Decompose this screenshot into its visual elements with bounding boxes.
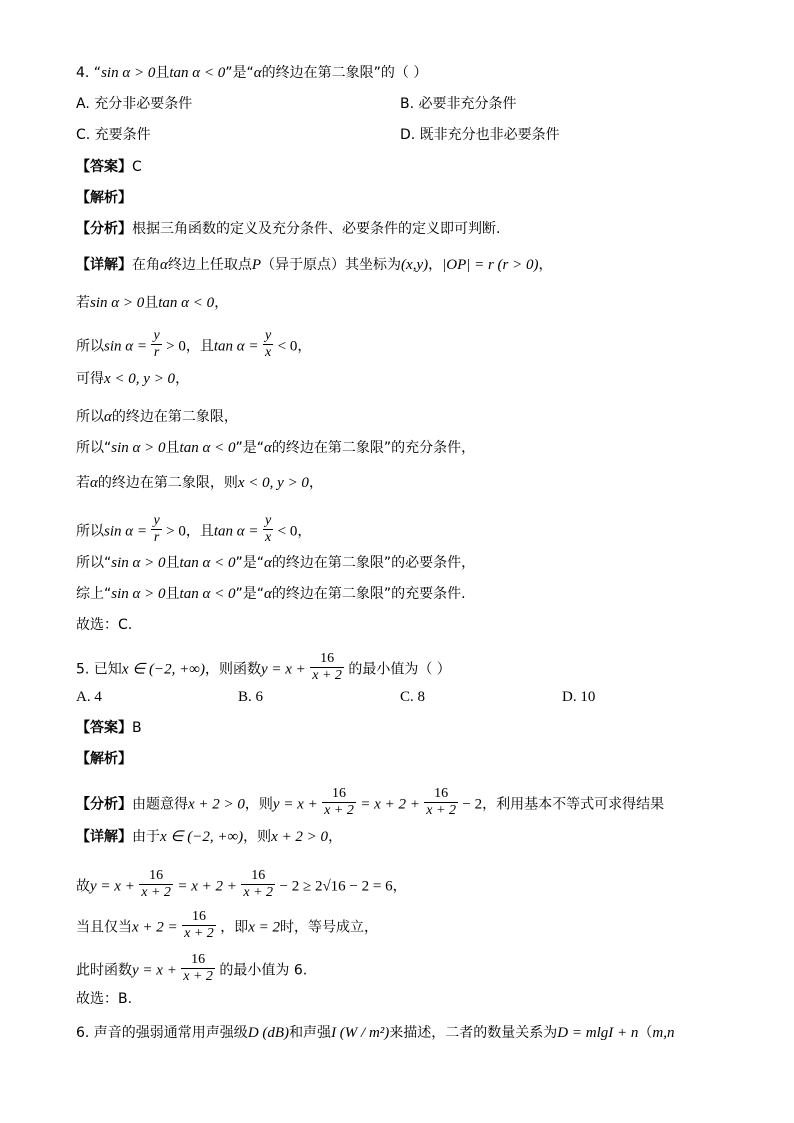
denominator: x + 2 — [243, 885, 274, 900]
answer-value: B — [132, 720, 142, 736]
math-sin-condition: sin α > 0 — [111, 440, 166, 456]
math-domain: x ∈ (−2, +∞) — [160, 829, 244, 845]
text: 的最小值为 6. — [219, 962, 308, 979]
text: ”是“ — [225, 65, 254, 81]
text: ， — [175, 371, 190, 387]
text: 的最小值为（ ） — [348, 661, 451, 678]
q6-stem — [76, 1026, 674, 1041]
fenxi-text: 根据三角函数的定义及充分条件、必要条件的定义即可判断. — [132, 221, 501, 237]
q4-analysis-label — [76, 191, 132, 205]
math-sound-level: D (dB) — [247, 1025, 290, 1041]
q4-line8 — [76, 515, 311, 548]
answer-label: 【答案】 — [76, 720, 132, 736]
text: 的终边在第二象限， — [111, 409, 238, 425]
q5-answer — [76, 721, 142, 735]
math-alpha: α — [160, 257, 168, 273]
q5-line3 — [76, 911, 378, 944]
text: 可得 — [76, 371, 104, 387]
text: 此时函数 — [76, 962, 132, 979]
math-tan-eq: tan α = — [213, 338, 259, 355]
q5-fenxi — [76, 788, 664, 821]
text: 6. 声音的强弱通常用声强级 — [76, 1025, 248, 1041]
math-function: y = x + — [132, 962, 177, 979]
q4-line10 — [76, 587, 466, 602]
text: ，利用基本不等式可求得结果 — [482, 796, 665, 813]
answer-value: C — [132, 159, 142, 175]
text: 当且仅当 — [76, 919, 132, 936]
math-coordinates: (x,y) — [401, 257, 429, 273]
q4-line2 — [76, 296, 228, 311]
q4-option-a: A. 充分非必要条件 — [76, 96, 193, 112]
text: ， — [214, 295, 229, 311]
q5-option-d: D. 10 — [562, 689, 596, 705]
text: ，则函数 — [204, 661, 261, 678]
q5-line2 — [76, 870, 407, 903]
q5-analysis-label — [76, 752, 132, 766]
numerator: 16 — [310, 651, 344, 668]
math-function: y = x + — [90, 878, 135, 895]
math-tan-condition: tan α < 0 — [179, 555, 236, 571]
numerator: 16 — [424, 786, 458, 803]
text: 综上“ — [76, 586, 112, 602]
math-domain: x ∈ (−2, +∞) — [121, 661, 205, 678]
text: 所以 — [76, 523, 104, 540]
q5-option-c: C. 8 — [400, 689, 426, 705]
text: ，则 — [243, 829, 272, 845]
numerator: y — [153, 328, 160, 343]
text: ，且 — [185, 523, 214, 540]
math-xy-condition: x < 0, y > 0 — [237, 475, 309, 491]
fraction-y-over-x — [263, 513, 273, 546]
math-sin-condition: sin α > 0 — [101, 65, 156, 81]
fraction-16-over-x2 — [182, 909, 216, 942]
q4-line3 — [76, 330, 311, 363]
text: 所以“ — [76, 440, 112, 456]
math-expr: = x + 2 + — [360, 796, 420, 813]
fraction-16-over-x2 — [310, 651, 344, 684]
fraction-16-over-x2 — [181, 952, 215, 985]
text: 由于 — [132, 829, 160, 845]
text: 所以“ — [76, 555, 112, 571]
q5-line4 — [76, 954, 307, 987]
numerator: 16 — [322, 786, 356, 803]
math-alpha: α — [263, 440, 272, 456]
denominator: x — [264, 345, 272, 360]
text: 的终边在第二象限”的充要条件. — [271, 586, 466, 602]
denominator: x + 2 — [324, 803, 354, 818]
math-alpha: α — [104, 409, 112, 425]
math-alpha: α — [253, 65, 262, 81]
q4-line6 — [76, 441, 475, 456]
q4-choose: 故选：C. — [76, 617, 133, 633]
math-alpha: α — [263, 555, 272, 571]
numerator: 16 — [241, 868, 275, 885]
text: ， — [328, 829, 343, 845]
fenxi-label: 【分析】 — [76, 221, 132, 237]
text: 所以 — [76, 409, 104, 425]
numerator: 16 — [182, 909, 216, 926]
math-tan-condition: tan α < 0 — [169, 65, 226, 81]
text: 且 — [165, 586, 180, 602]
fraction-y-over-r — [151, 328, 161, 361]
math-function: y = x + — [260, 661, 306, 678]
math-op-length: |OP| = r (r > 0) — [442, 257, 539, 273]
text: 和声强 — [289, 1025, 332, 1041]
q4-stem — [76, 66, 427, 81]
text: ， — [392, 878, 407, 895]
fraction-16-over-x2 — [241, 868, 275, 901]
math-sin-condition: sin α > 0 — [111, 555, 166, 571]
q4-xiangjie-line1 — [76, 258, 553, 273]
math-lt0: < 0 — [277, 523, 298, 540]
math-sin-condition: sin α > 0 — [90, 295, 145, 311]
q4-line5 — [76, 410, 238, 425]
fraction-y-over-r — [151, 513, 161, 546]
math-sound-intensity: I (W / m²) — [331, 1025, 390, 1041]
text: ，则 — [244, 796, 273, 813]
text: 5. 已知 — [76, 661, 122, 678]
math-minus2: − 2 — [462, 796, 483, 813]
q4-option-d: D. 既非充分也非必要条件 — [400, 127, 560, 143]
math-x2-gt0: x + 2 > 0 — [271, 829, 329, 845]
math-lt0: < 0 — [277, 338, 298, 355]
math-mn: m,n — [652, 1025, 675, 1041]
text: 且 — [155, 65, 170, 81]
q5-option-b: B. 6 — [238, 689, 264, 705]
math-tan-condition: tan α < 0 — [179, 586, 236, 602]
q5-choose: 故选：B. — [76, 991, 133, 1007]
text: 的终边在第二象限”的充分条件， — [271, 440, 476, 456]
fraction-16-over-x2 — [322, 786, 356, 819]
math-alpha: α — [263, 586, 272, 602]
denominator: x — [264, 530, 272, 545]
text: 的终边在第二象限”的必要条件， — [271, 555, 476, 571]
q4-line9 — [76, 556, 475, 571]
text: 4. “ — [76, 65, 102, 81]
text: 且 — [165, 440, 180, 456]
q4-line4 — [76, 372, 189, 387]
fenxi-label: 【分析】 — [76, 796, 132, 813]
numerator: 16 — [181, 952, 215, 969]
text: ， — [308, 475, 323, 491]
q5-stem — [76, 653, 451, 686]
text: 若 — [76, 475, 90, 491]
q4-line7 — [76, 476, 323, 491]
denominator: r — [153, 345, 160, 360]
math-point-p: P — [251, 257, 262, 273]
math-x2-gt0: x + 2 > 0 — [188, 796, 245, 813]
denominator: x + 2 — [312, 668, 342, 683]
q5-xiangjie-line1 — [76, 830, 342, 845]
math-xy-condition: x < 0, y > 0 — [104, 371, 176, 387]
math-tan-eq: tan α = — [213, 523, 259, 540]
xiangjie-label: 【详解】 — [76, 829, 132, 845]
numerator: y — [264, 513, 272, 528]
denominator: r — [153, 530, 160, 545]
math-tan-condition: tan α < 0 — [179, 440, 236, 456]
text: 在角 — [132, 257, 160, 273]
denominator: x + 2 — [141, 885, 171, 900]
text: 由题意得 — [132, 796, 188, 813]
text: ”是“ — [235, 555, 264, 571]
math-alpha: α — [90, 475, 98, 491]
text: ， — [538, 257, 553, 273]
q4-answer — [76, 160, 142, 174]
q4-option-c: C. 充要条件 — [76, 127, 151, 143]
math-expr: = x + 2 + — [177, 878, 237, 895]
math-sin-eq: sin α = — [104, 523, 148, 540]
numerator: 16 — [139, 868, 173, 885]
q4-fenxi — [76, 222, 500, 236]
q4-option-b: B. 必要非充分条件 — [400, 96, 517, 112]
text: ， — [428, 257, 443, 273]
text: 若 — [76, 295, 90, 311]
text: （ — [638, 1025, 653, 1041]
math-inequality: − 2 ≥ 2√16 − 2 = 6 — [279, 878, 393, 895]
analysis-label: 【解析】 — [76, 190, 132, 206]
math-x2-eq: x + 2 = — [132, 919, 178, 936]
text: 所以 — [76, 338, 104, 355]
text: 来描述，二者的数量关系为 — [389, 1025, 558, 1041]
numerator: y — [153, 513, 160, 528]
text: ”是“ — [235, 440, 264, 456]
text: 且 — [144, 295, 159, 311]
text: 时，等号成立， — [280, 919, 379, 936]
denominator: x + 2 — [426, 803, 456, 818]
text: 终边上任取点 — [167, 257, 252, 273]
denominator: x + 2 — [184, 926, 214, 941]
fraction-16-over-x2 — [139, 868, 173, 901]
fraction-16-over-x2 — [424, 786, 458, 819]
text: ， — [297, 338, 312, 355]
text: 的终边在第二象限”的（ ） — [261, 65, 428, 81]
q5-option-a: A. 4 — [76, 689, 102, 705]
analysis-label: 【解析】 — [76, 751, 132, 767]
math-gt0: > 0 — [166, 338, 186, 355]
denominator: x + 2 — [183, 969, 213, 984]
text: 故 — [76, 878, 90, 895]
math-gt0: > 0 — [166, 523, 186, 540]
text: 且 — [165, 555, 180, 571]
math-function: y = x + — [272, 796, 318, 813]
text: 的终边在第二象限，则 — [97, 475, 238, 491]
text: ，即 — [220, 919, 249, 936]
xiangjie-label: 【详解】 — [76, 257, 132, 273]
fraction-y-over-x — [263, 328, 273, 361]
math-x-eq2: x = 2 — [248, 919, 281, 936]
math-tan-condition: tan α < 0 — [158, 295, 215, 311]
text: ，且 — [185, 338, 214, 355]
text: ， — [297, 523, 312, 540]
math-sin-condition: sin α > 0 — [111, 586, 166, 602]
text: ”是“ — [235, 586, 264, 602]
math-sin-eq: sin α = — [104, 338, 148, 355]
numerator: y — [264, 328, 272, 343]
math-formula: D = mlgI + n — [557, 1025, 639, 1041]
answer-label: 【答案】 — [76, 159, 132, 175]
text: （异于原点）其坐标为 — [261, 257, 402, 273]
